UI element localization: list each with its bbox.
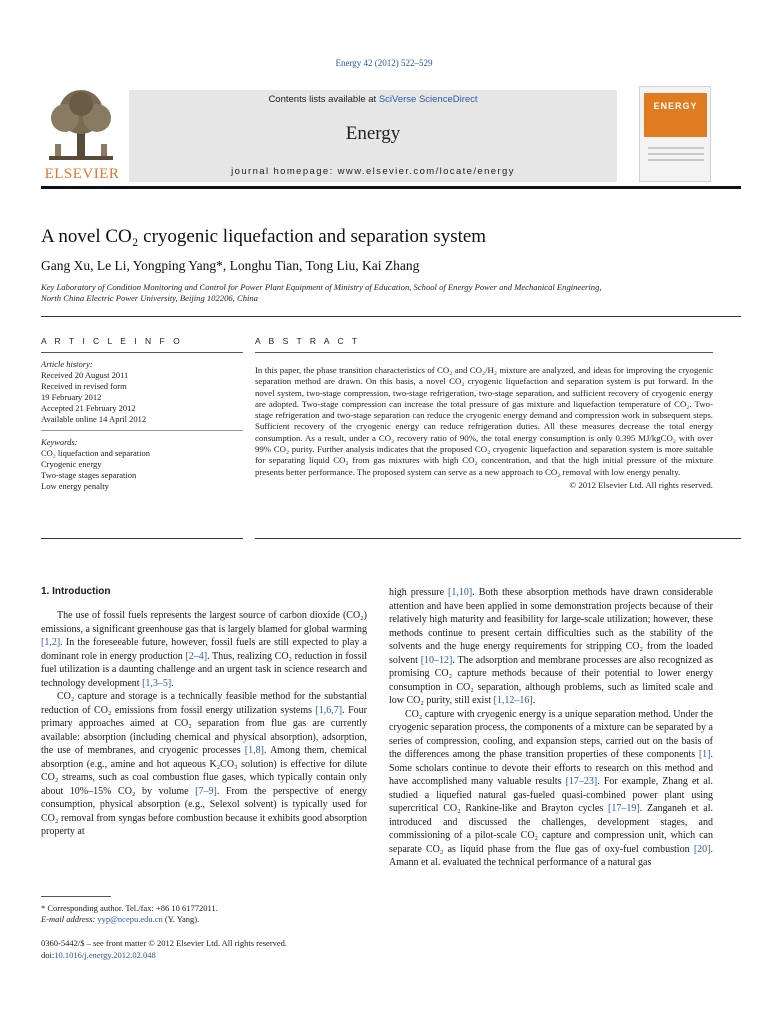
body-column-left: [41, 586, 367, 839]
author-list: Gang Xu, Le Li, Yongping Yang*, Longhu Tian, Tong Liu, Kai Zhang: [41, 258, 420, 273]
journal-cover-thumbnail[interactable]: [639, 86, 711, 182]
citation-link[interactable]: [10–12]: [420, 654, 453, 666]
citation-link[interactable]: [1,3–5]: [142, 677, 172, 689]
title-rule: [41, 316, 741, 317]
citation-link[interactable]: [1,6,7]: [315, 704, 343, 716]
citation-link[interactable]: [1,8]: [244, 745, 264, 756]
journal-header: [41, 86, 741, 188]
body-column-right: [389, 586, 713, 870]
email-link[interactable]: yyp@ncepu.edu.cn: [97, 914, 163, 924]
publisher-name: ELSEVIER: [44, 166, 120, 182]
article-info: [41, 336, 243, 492]
contents-line: [129, 94, 617, 105]
paragraph: CO₂ capture with cryogenic energy is a unique separation method. Under the cryogenic separation process, the components of a mixture can be separated by a series of compression, cooling, and expansion steps, carried out on the basis of the differences among the phase transition properties of these components [1]. Some scholars continue to devote their efforts to research on this method and have accomplished many valuable results [17–23]. For example, Zhang et al. studied a liquefied natural gas-fueled quasi-combined power plant using supercritical CO₂ Rankine-like and Brayton cycles [17–19]. Zanganeh et al. introduced and discussed the challenges, development stages, and commissioning of a pilot-scale CO₂ capture and compression unit, which can separate CO₂ as liquid phase from the flue gas of oxy-fuel combustion [20]. Amann et al. evaluated the technical performance of a natural gas: [389, 708, 714, 868]
citation-link[interactable]: [17–23]: [565, 776, 598, 787]
doi-link[interactable]: 10.1016/j.energy.2012.02.048: [54, 949, 156, 960]
abstract: [255, 336, 713, 491]
contents-prefix: Contents lists available at: [268, 94, 379, 105]
history-item: Available online 14 April 2012: [41, 414, 147, 424]
history-label: Article history:: [41, 359, 93, 369]
citation-link[interactable]: [2–4]: [185, 650, 208, 662]
issn-line: 0360-5442/$ – see front matter © 2012 Elsevier Ltd. All rights reserved. doi:10.1016/j.energy.2012.02.048: [41, 938, 288, 960]
abstract-text: In this paper, the phase transition characteristics of CO₂ and CO₂/H₂ mixture are analyzed, and ideas for improving the cryogenic separation method are drawn. On this basis, a novel CO₂ cryogenic liquefaction and separation system is put forward. In the novel system, two-stage compression, two-stage refrigeration, two-stage separation, and sufficient recovery of cryogenic energy are adopted. Two-stage compression can increase the total pressure of gas mixture and liquefaction temperature of CO₂. Two-stage refrigeration and two-stage separation can reduce the cryogenic energy demand and compression work in subsequent steps. Sufficient recovery of the cryogenic energy can reduce refrigeration duties. All these measures decrease the total energy consumption. As a result, under a CO₂ recovery ratio of 90%, the total energy consumption is only 0.395 MJ/kgCO₂ with over 99% CO₂ purity. Further analysis indicates that the proposed CO₂ cryogenic liquefaction and separation system is more suitable for separating liquid CO₂ from gas mixtures with high CO₂ concentration, and that the high initial pressure of the mixture presents better performance. The proposed system can serve as a new approach to CO₂ removal with low energy penalty. © 2012 Elsevier Ltd. All rights reserved.: [255, 365, 713, 490]
citation-link[interactable]: [1]: [698, 749, 711, 760]
keyword-item: Cryogenic energy: [41, 459, 102, 469]
cover-title: ENERGY: [653, 101, 698, 111]
journal-reference[interactable]: Energy 42 (2012) 522–529: [335, 58, 433, 68]
history-item: Accepted 21 February 2012: [41, 403, 136, 413]
journal-homepage[interactable]: journal homepage: www.elsevier.com/locate/energy: [231, 166, 515, 177]
keyword-item: Low energy penalty: [41, 481, 109, 491]
history-item: Received 20 August 2011: [41, 370, 129, 380]
masthead: [129, 90, 617, 182]
citation-link[interactable]: [7–9]: [195, 785, 217, 797]
paragraph: The use of fossil fuels represents the largest source of carbon dioxide (CO₂) emissions, a significant greenhouse gas that is largely blamed for global warming [1,2]. In the foreseeable future, however, fossil fuels are still expected to play a dominant role in energy production [2–4]. Thus, realizing CO₂ reduction in fossil fuel utilization is a daunting challenge and an urgent task in science research and technology development [1,3–5].: [41, 610, 368, 689]
sciencedirect-link[interactable]: SciVerse ScienceDirect: [378, 94, 478, 105]
citation-link[interactable]: [1,2]: [41, 637, 61, 648]
keywords-label: Keywords:: [41, 437, 78, 447]
abstract-heading: A B S T R A C T: [255, 336, 361, 346]
citation-link[interactable]: [1,12–16]: [493, 695, 533, 706]
copyright: © 2012 Elsevier Ltd. All rights reserved.: [569, 479, 713, 490]
citation-link[interactable]: [20]: [693, 843, 711, 855]
paragraph: high pressure [1,10]. Both these absorption methods have drawn considerable attention and have been applied in some demonstration projects because of their relatively high maturity and feasibility for large-scale utilization; however, these methods continue to present certain difficulties such as the stability of the solvents and the huge energy requirements for stripping CO₂ from the loaded solvent [10–12]. The adsorption and membrane processes are also recognized as promising CO₂ capture methods because of their potential to lower energy consumption in CO₂ separation, although problems, such as limited scale and low CO₂ purity, still exist [1,12–16].: [389, 587, 713, 706]
history-item: Received in revised form: [41, 381, 127, 391]
history-item: 19 February 2012: [41, 392, 102, 402]
citation-link[interactable]: [1,10]: [448, 587, 473, 598]
keyword-item: Two-stage stages separation: [41, 470, 137, 480]
section-title: 1. Introduction: [41, 586, 111, 597]
article-title: A novel CO₂ cryogenic liquefaction and separation system: [41, 226, 487, 247]
affiliation: Key Laboratory of Condition Monitoring and Control for Power Plant Equipment of Ministry of Education, School of Energy Power and Mechanical Engineering, North China Electric Power University, Beijing 102206, China: [41, 282, 602, 303]
footnote: * Corresponding author. Tel./fax: +86 10 61772011. E-mail address: yyp@ncepu.edu.cn (Y. Yang).: [41, 903, 367, 925]
journal-name: Energy: [345, 123, 401, 144]
header-rule: [41, 186, 741, 189]
paragraph: CO₂ capture and storage is a technically feasible method for the substantial reduction of CO₂ emissions from fossil energy utilization systems [1,6,7]. Four primary approaches aimed at CO₂ separation from flue gas are currently available: absorption (including chemical and physical absorption), adsorption, the use of membranes, and cryogenic processes [1,8]. Among them, chemical absorption (e.g., amine and hot aqueous K₂CO₃ solution) is effective for dilute CO₂ streams, such as coal combustion flue gases, which typically contain only about 10%–15% CO₂ by volume [7–9]. From the perspective of energy consumption, physical absorption (e.g., Selexol solvent) is typically used for CO₂ removal from syngas before combustion because it exhibits good absorption property at: [41, 691, 368, 837]
article-info-heading: A R T I C L E I N F O: [41, 336, 183, 346]
citation-link[interactable]: [17–19]: [608, 803, 640, 814]
corresponding-author: * Corresponding author. Tel./fax: +86 10 61772011.: [41, 903, 218, 913]
keyword-item: CO₂ liquefaction and separation: [41, 448, 150, 458]
